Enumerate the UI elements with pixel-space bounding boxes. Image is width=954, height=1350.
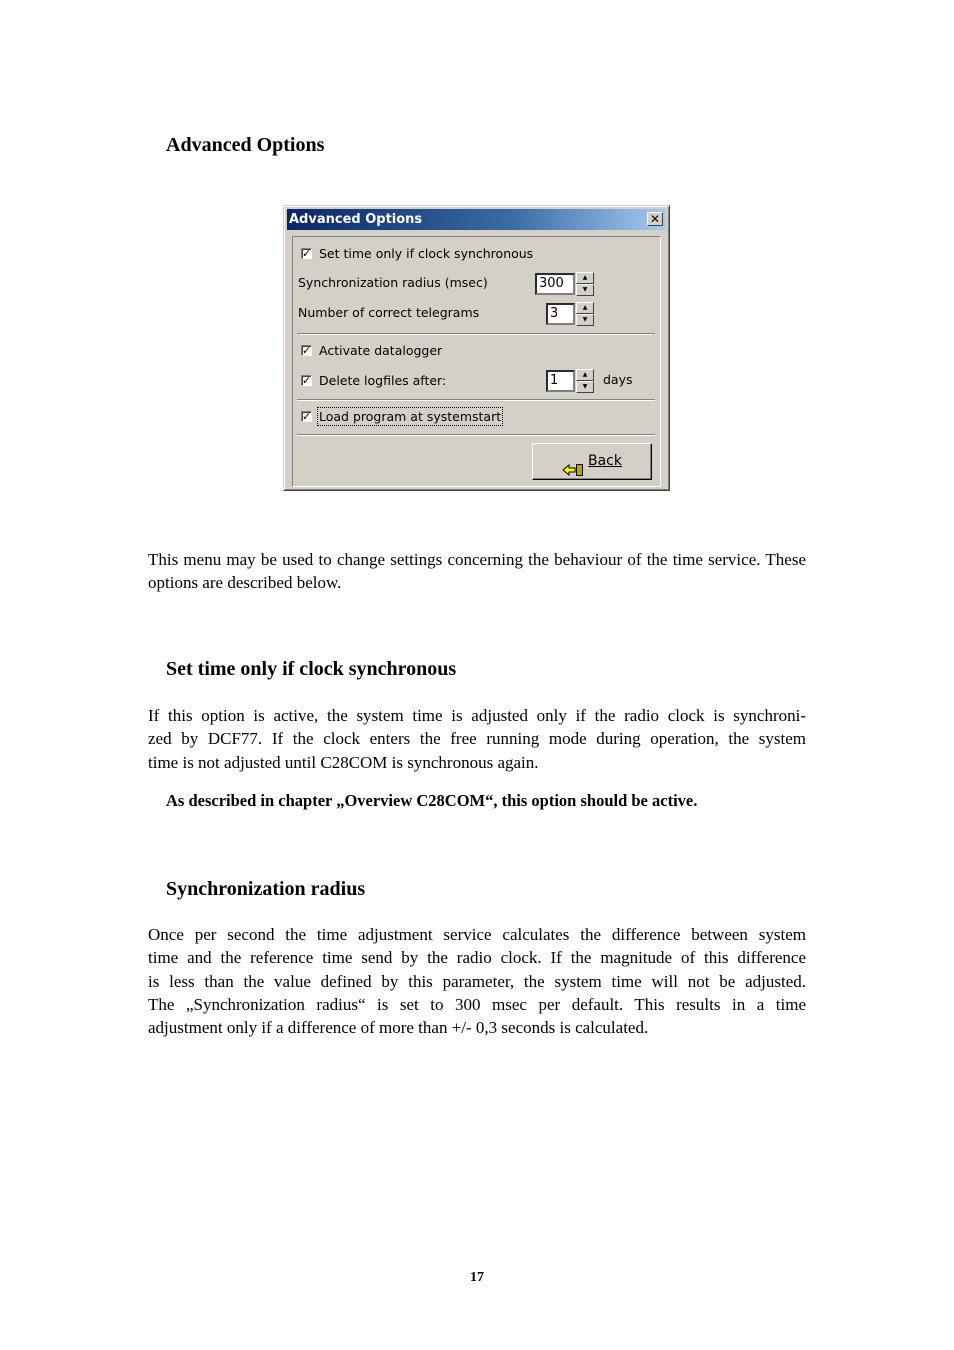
spin-up-icon[interactable]: ▲ (576, 369, 594, 381)
page-heading: Advanced Options (166, 134, 325, 156)
spin-up-icon[interactable]: ▲ (576, 302, 594, 314)
dialog-titlebar[interactable] (287, 209, 666, 230)
exit-door-icon (562, 455, 584, 467)
radius-stepper[interactable] (576, 272, 594, 296)
set-time-checkbox[interactable]: ✓ (302, 247, 312, 260)
page-number: 17 (470, 1270, 484, 1285)
spin-down-icon[interactable]: ▼ (576, 314, 594, 326)
radius-input[interactable]: 300 (535, 273, 575, 295)
load-program-label: Load program at systemstart (319, 409, 502, 424)
datalogger-label: Activate datalogger (319, 343, 443, 358)
delete-logfiles-checkbox[interactable]: ✓ (302, 374, 312, 387)
back-button-label: Back (588, 453, 622, 469)
dialog-title: Advanced Options (289, 212, 423, 227)
load-program-checkbox[interactable]: ✓ (302, 410, 312, 423)
intro-paragraph: This menu may be used to change settings concerning the behaviour of the time service. These options are described below. (148, 550, 806, 593)
delete-days-stepper[interactable] (576, 369, 594, 393)
radius-label: Synchronization radius (msec) (298, 275, 488, 290)
days-label: days (603, 372, 633, 387)
delete-days-input[interactable]: 1 (546, 370, 575, 392)
spin-down-icon[interactable]: ▼ (576, 284, 594, 296)
note-text: As described in chapter „Overview C28COM“, this option should be active. (166, 791, 698, 810)
separator (297, 399, 655, 401)
advanced-options-dialog (283, 205, 670, 491)
spin-up-icon[interactable]: ▲ (576, 272, 594, 284)
back-button[interactable] (532, 443, 652, 480)
set-time-paragraph: If this option is active, the system time is adjusted only if the radio clock is synchroni- zed by DCF77. If the clock enters the free running mode during operation, the system time is not adjusted until C28COM is synchronous again. (148, 706, 806, 772)
set-time-label: Set time only if clock synchronous (319, 246, 534, 261)
telegrams-input[interactable]: 3 (546, 303, 575, 325)
datalogger-checkbox[interactable]: ✓ (302, 344, 312, 357)
section-heading-sync-radius: Synchronization radius (166, 878, 366, 900)
spin-down-icon[interactable]: ▼ (576, 381, 594, 393)
separator (297, 333, 655, 335)
delete-logfiles-label: Delete logfiles after: (319, 373, 447, 388)
section-heading-set-time: Set time only if clock synchronous (166, 658, 457, 680)
separator (297, 434, 655, 436)
sync-radius-paragraph: Once per second the time adjustment service calculates the difference between system time and the reference time send by the radio clock. If the magnitude of this difference is less than the value defined by this parameter, the system time will not be adjusted. The „Synchronization radius“ is set to 300 msec per default. This results in a time adjustment only if a difference of more than +/- 0,3 seconds is calculated. (148, 925, 806, 1038)
telegrams-label: Number of correct telegrams (298, 305, 480, 320)
telegrams-stepper[interactable] (576, 302, 594, 326)
close-icon[interactable]: ✕ (647, 212, 663, 226)
